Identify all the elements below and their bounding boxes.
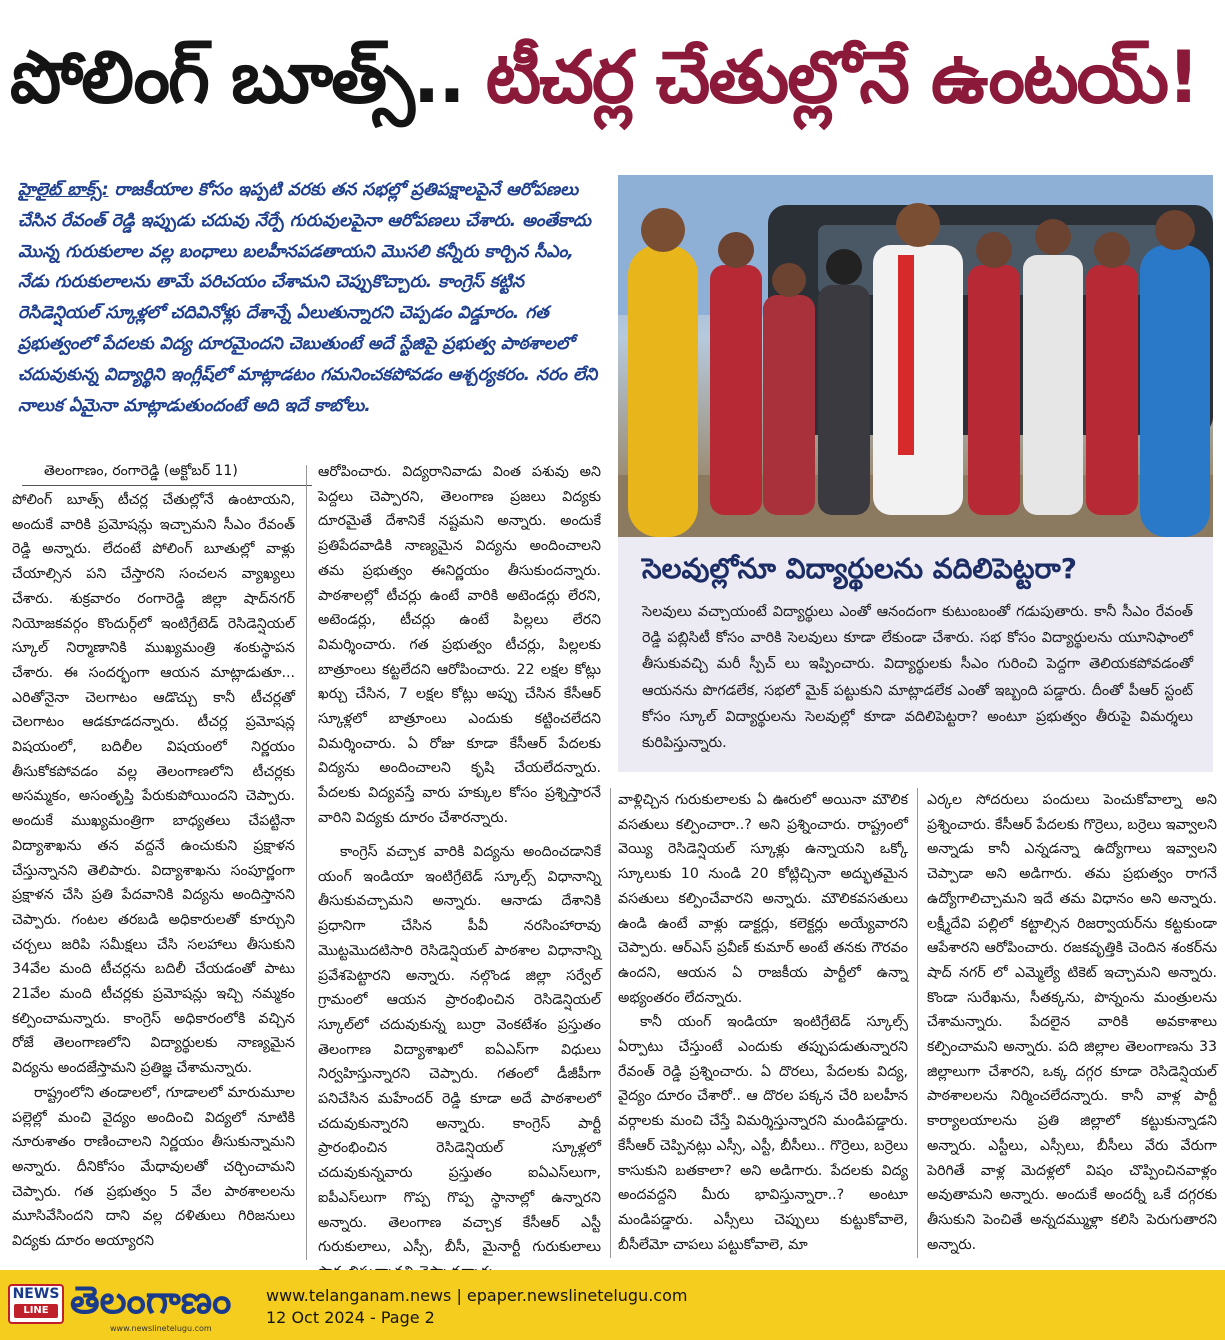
- highlight-text: రాజకీయాల కోసం ఇప్పటి వరకు తన సభల్లో ప్రతిపక్షాలపైనే ఆరోపణలు చేసిన రేవంత్ రెడ్డి ఇప్పుడు చదువు నేర్పే గురువులపైనా ఆరోపణలు చేశారు. అంతేకాదు మొన్న గురుకులాల వల్ల బంధాలు బలహీనపడతాయని మొసలి కన్నీరు కార్చిన సీఎం, నేడు గురుకులాలను తామే పరిచయం చేశామని చెప్పుకొచ్చారు. కాంగ్రెస్ కట్టిన రెసిడెన్షియల్ స్కూళ్లలో చదివినోళ్లు దేశాన్నే ఏలుతున్నారని చెప్పడం విడ్డూరం. గత ప్రభుత్వంలో పేదలకు విద్య దూరమైందని చెబుతుంటే అదే స్టేజిపై ప్రభుత్వ పాఠశాలలో చదువుకున్న విద్యార్థిని ఇంగ్లీష్‌లో మాట్లాడటం గమనించకపోవడం ఆశ్చర్యకరం. నరం లేని నాలుక ఏమైనా మాట్లాడుతుందంటే అది ఇదే కాబోలు.: [18, 180, 598, 416]
- footer-date-page: 12 Oct 2024 - Page 2: [266, 1308, 435, 1327]
- logo-news-text: NEWS: [12, 1286, 60, 1302]
- footer-urls[interactable]: www.telanganam.news | epaper.newslinetelugu.com: [266, 1286, 688, 1305]
- article-paragraph: ఆరోపించారు. విద్యరానివాడు వింత పశువు అని పెద్దలు చెప్పారని, తెలంగాణ ప్రజలు విద్యకు దూరమైతే దేశానికే నష్టమని అన్నారు. అందుకే ప్రతిపేదవాడికి నాణ్యమైన విద్యను అందించాలని తమ ప్రభుత్వం ఈనిర్ణయం తీసుకుందన్నారు. పాఠశాలల్లో టీచర్లు ఉంటే వారికి అటెండర్లు లేరని, అటెండర్లు, టీచర్లు ఉంటే పిల్లలు లేరని విమర్శించారు. గత ప్రభుత్వం టీచర్లు, పిల్లలకు బాత్రూంలు కట్టలేదని ఆరోపించారు. 22 లక్షల కోట్లు ఖర్చు చేసిన, 7 లక్షల కోట్లు అప్పు చేసిన కేసీఆర్ స్కూళ్లలో బాత్రూంలు ఎందుకు కట్టించలేదని విమర్శించారు. ఏ రోజు కూడా కేసీఆర్ పేదలకు విద్యను అందించాలని కృషి చేయలేదన్నారు. పేదలకు విద్యవస్తే వారు హక్కుల కోసం ప్రశ్నిస్తారనే వారిని విద్యకు దూరం చేశారన్నారు.: [318, 464, 601, 826]
- article-column-4: [927, 788, 1217, 1258]
- column-divider: [917, 788, 918, 1258]
- logo-website: www.newslinetelugu.com: [110, 1324, 212, 1333]
- event-photo-illustration: [618, 175, 1213, 537]
- highlight-box: [18, 175, 598, 447]
- dateline: తెలంగాణం, రంగారెడ్డి (అక్టోబర్ 11): [22, 458, 312, 486]
- newsline-logo: [8, 1284, 64, 1324]
- event-photo: [618, 175, 1213, 537]
- sidebar-box: [618, 537, 1213, 772]
- article-column-1: [12, 488, 295, 1258]
- sidebar-title: సెలవుల్లోనూ విద్యార్థులను వదిలిపెట్టరా?: [642, 552, 1077, 585]
- column-divider: [306, 465, 307, 1260]
- headline-part-2: టీచర్ల చేతుల్లోనే ఉంటయ్!: [485, 35, 1198, 119]
- logo-line-text: LINE: [14, 1304, 58, 1318]
- article-paragraph: పోలింగ్ బూత్స్ టీచర్ల చేతుల్లోనే ఉంటాయని, అందుకే వారికి ప్రమోషన్లు ఇచ్చామని సీఎం రేవంత్ రెడ్డి అన్నారు. లేదంటే పోలింగ్ బూతుల్లో వాళ్లు చేయాల్సిన పని చేస్తారని సంచలన వ్యాఖ్యలు చేశారు. శుక్రవారం రంగారెడ్డి జిల్లా షాద్‌నగర్ నియోజకవర్గం కొందుర్గ్‌లో ఇంటిగ్రేటెడ్ రెసిడెన్షియల్ స్కూల్ నిర్మాణానికి ముఖ్యమంత్రి శంకుస్థాపన చేశారు. ఈ సందర్భంగా ఆయన మాట్లాడుతూ... ఎరితోనైనా చెలగాటం ఆడొచ్చు కానీ టీచర్లతో చెలగాటం ఆడకూడదన్నారు. టీచర్ల ప్రమోషన్ల విషయంలో, బదిలీల విషయంలో నిర్ణయం తీసుకోకపోవడం వల్ల తెలంగాణలోని టీచర్లకు అసమ్మకం, అసంతృప్తి పేరుకుపోయిందని చెప్పారు. అందుకే ముఖ్యమంత్రిగా బాధ్యతలు చేపట్టినా విద్యాశాఖను తన వద్దనే ఉంచుకుని ప్రక్షాళన చేస్తున్నానని తెలిపారు. విద్యాశాఖను సంపూర్ణంగా ప్రక్షాళన చేసి ప్రతి పేదవానికి విద్యను అందిస్తానని చెప్పారు. గంటల తరబడి అధికారులతో కూర్చుని చర్చలు జరిపి సమీక్షలు చేసి సలహాలు తీసుకుని 34వేల మంది టీచర్లను బదిలీ చేయడంతో పాటు 21వేల మంది టీచర్లకు ప్రమోషన్లు ఇచ్చి నమ్మకం కల్పించామన్నారు. కాంగ్రెస్ అధికారంలోకి వచ్చిన రోజే తెలంగాణలోని విద్యార్థులకు నాణ్యమైన విద్యను అందజేస్తామని ప్రతిజ్ఞ చేశామన్నారు.: [12, 492, 295, 1077]
- article-paragraph: కానీ యంగ్ ఇండియా ఇంటిగ్రేటెడ్ స్కూల్స్ ఏర్పాటు చేస్తుంటే ఎందుకు తప్పుపడుతున్నారని రేవంత్ రెడ్డి ప్రశ్నించారు. ఏ దొరలు, పేదలకు విద్య, వైద్యం దూరం చేశారో.. ఆ దొరల పక్కన చేరి బలహీన వర్గాలకు మంచి చేస్తే విమర్శిస్తున్నారని మండిపడ్డారు. కేసీఆర్ చెప్పినట్లు ఎస్సీ, ఎస్టీ, బీసీలు.. గొర్రెలు, బర్రెలు కాసుకుని బతకాలా? అని అడిగారు. పేదలకు విద్య అందవద్దని మీరు భావిస్తున్నారా..? అంటూ మండిపడ్డారు. ఎస్సీలు చెప్పులు కుట్టుకోవాలె, బీసీలేమో చాపలు పట్టుకోవాలె, మా: [618, 1014, 908, 1253]
- headline: [10, 18, 1215, 136]
- article-paragraph: కాంగ్రెస్ వచ్చాక వారికి విద్యను అందించడానికే యంగ్ ఇండియా ఇంటిగ్రేటెడ్ స్కూల్స్ విధానాన్ని తీసుకువచ్చామని అన్నారు. ఆనాడు దేశానికి ప్రధానిగా చేసిన పీవీ నరసింహారావు మొట్టమొదటిసారి రెసిడెన్షియల్ పాఠశాల విధానాన్ని ప్రవేశపెట్టారని అన్నారు. నల్గొండ జిల్లా సర్వేల్ గ్రామంలో ఆయన ప్రారంభించిన రెసిడెన్షియల్ స్కూల్‌లో చదువుకున్న బుర్రా వెంకటేశం ప్రస్తుతం తెలంగాణ విద్యాశాఖలో ఐఏఎస్‌గా విధులు నిర్వహిస్తున్నారని చెప్పారు. గతంలో డీజీపీగా పనిచేసిన మహేందర్ రెడ్డి కూడా అదే పాఠశాలలో చదువుకున్నారని అన్నారు. కాంగ్రెస్ పార్టీ ప్రారంభించిన రెసిడెన్షియల్ స్కూళ్లలో చదువుకున్నవారు ప్రస్తుతం ఐఏఎస్‌లుగా, ఐపీఎస్‌లుగా గొప్ప గొప్ప స్థానాల్లో ఉన్నారని అన్నారు. తెలంగాణ వచ్చాక కేసీఆర్ ఎస్టీ గురుకులాలు, ఎస్సీ, బీసీ, మైనార్టీ గురుకులాలు: [318, 844, 601, 1256]
- telanganam-logo: తెలంగాణం: [70, 1278, 232, 1322]
- article-paragraph: ఎర్కల సోదరులు పందులు పెంచుకోవాల్నా అని ప్రశ్నించారు. కేసీఆర్ పేదలకు గొర్రెలు, బర్రెలు ఇవ్వాలని అన్నాడు కానీ ఎన్నడన్నా ఉద్యోగాలు ఇవ్వాలని చెప్పాడా అని అడిగారు. తమ ప్రభుత్వం రాగనే ఉద్యోగాలిచ్చామని ఇదే తమ విధానం అని అన్నారు. లక్ష్మీదేవి పల్లిలో కట్టాల్సిన రిజర్వాయర్‌ను కట్టకుండా ఆపేశారని ఆరోపించారు. రజకవృత్తికి చెందిన శంకర్‌ను షాద్ నగర్ లో ఎమ్మెల్యే టికెట్ ఇచ్చామని అన్నారు. కొండా సురేఖను, సీతక్కను, పొన్నంను మంత్రులను చేశామన్నారు. పేదలైన వారికి అవకాశాలు కల్పించామని అన్నారు. పది జిల్లాల తెలంగాణను 33 జిల్లాలుగా చేశారని, ఒక్క దగ్గర కూడా రెసిడెన్షియల్ పాఠశాలలను నిర్మించలేదన్నారు. కానీ వాళ్ల పార్టీ కార్యాలయాలను ప్రతి జిల్లాలో కట్టుకున్నాడని అన్నారు. ఎస్టీలు, ఎస్సీలు, బీసీలు వేరు వేరుగా పెరిగితే వాళ్ల మెదళ్లలో విషం చొప్పించినవాళ్లం అవుతామని అన్నారు. అందుకే అందర్నీ ఒకే దగ్గరకు తీసుకుని పెంచితే అన్నదమ్ముళ్లా కలిసి పెరుగుతారని అన్నారు.: [927, 792, 1217, 1253]
- article-paragraph: రాష్ట్రంలోని తండాలలో, గూడాలలో మారుమూల పల్లెల్లో మంచి వైద్యం అందించి విద్యలో నూటికి నూరుశాతం రాణించాలని నిర్ణయం తీసుకున్నామని అన్నారు. దీనికోసం మేధావులతో చర్చించామని చెప్పారు. గత ప్రభుత్వం 5 వేల పాఠశాలలను మూసివేసిందని దాని వల్ల దళితులు గిరిజనులు విద్యకు దూరం అయ్యారని: [12, 1084, 295, 1250]
- article-column-2: [318, 460, 601, 840]
- sidebar-text: సెలవులు వచ్చాయంటే విద్యార్థులు ఎంతో ఆనందంగా కుటుంబంతో గడుపుతారు. కానీ సీఎం రేవంత్ రెడ్డి పబ్లిసిటీ కోసం వారికి సెలవులు కూడా లేకుండా చేశారు. సభ కోసం విద్యార్థులను యూనిఫాంలో తీసుకువచ్చి మరీ స్పీచ్ లు ఇప్పించారు. విద్యార్థులకు సీఎం గురించి పెద్దగా తెలియకపోవడంతో ఆయనను పొగడలేక, సభలో మైక్ పట్టుకుని మాట్లాడలేక ఎంతో ఇబ్బంది పడ్డారు. దీంతో పీఆర్ స్టంట్ కోసం స్కూల్ విద్యార్థులను సెలవుల్లో కూడా వదిలిపెట్టరా? అంటూ ప్రభుత్వం తీరుపై విమర్శలు కురిపిస్తున్నారు.: [642, 604, 1193, 752]
- article-column-3: [618, 788, 908, 1258]
- headline-part-1: పోలింగ్ బూత్స్..: [10, 35, 464, 119]
- footer-bar: [0, 1270, 1225, 1340]
- article-column-2-continued: [318, 840, 601, 1260]
- highlight-label: హైలైట్ బాక్స్:: [18, 180, 109, 200]
- article-paragraph: వాళ్లిచ్చిన గురుకులాలకు ఏ ఊరులో అయినా మౌలిక వసతులు కల్పించారా..? అని ప్రశ్నించారు. రాష్ట్రంలో వెయ్యి రెసిడెన్షియల్ స్కూళ్లు ఉన్నాయని ఒక్కో స్కూలుకు 10 నుండి 20 కోట్లిచ్చినా అద్భుతమైన వసతులు కల్పించేవారని అన్నారు. మౌలికవసతులు ఉండి ఉంటే వాళ్లు డాక్టర్లు, కలెక్టర్లు అయ్యేవారని చెప్పారు. ఆర్ఎస్ ప్రవీణ్ కుమార్ అంటే తనకు గౌరవం ఉందని, ఆయన ఏ రాజకీయ పార్టీలో ఉన్నా అభ్యంతరం లేదన్నారు.: [618, 792, 908, 1006]
- column-divider: [610, 788, 611, 1258]
